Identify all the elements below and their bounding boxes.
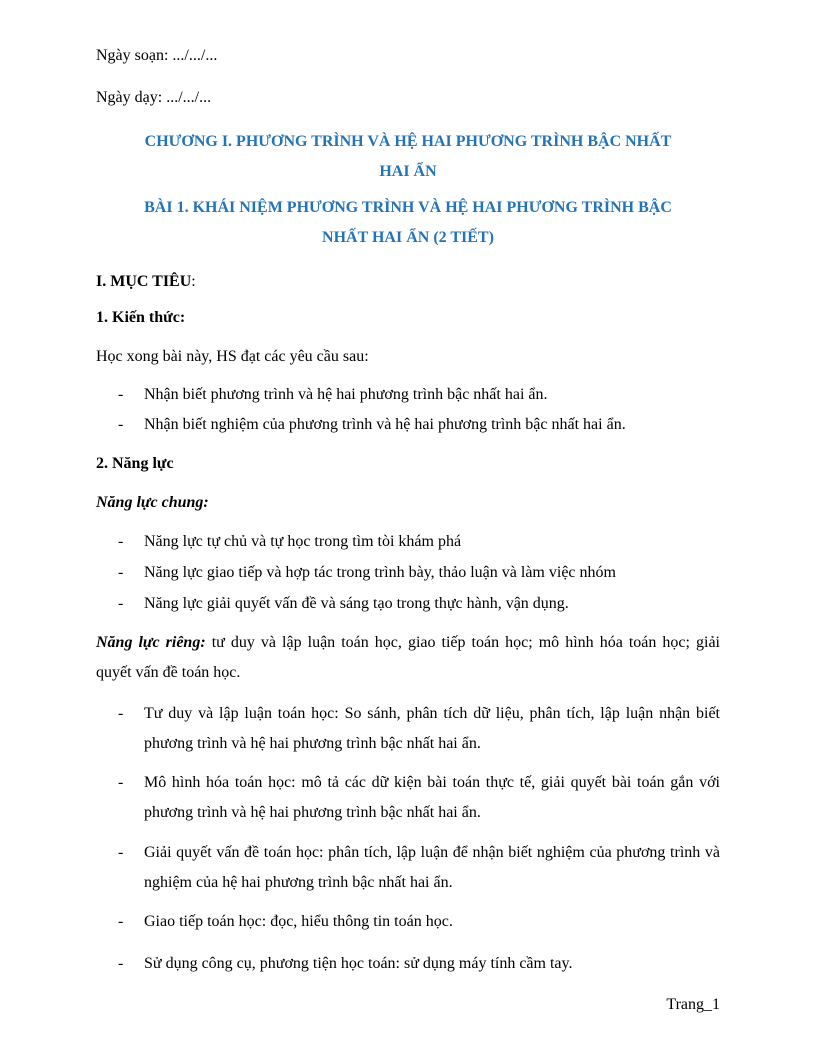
list-item [96,768,720,828]
bullet-dash: - [118,533,124,550]
specific-competence-paragraph [96,628,720,688]
list-item [96,380,720,410]
bullet-dash: - [118,416,124,433]
general-competence-heading: Năng lực chung: [96,494,209,511]
list-item-text: Năng lực giải quyết vấn đề và sáng tạo trong thực hành, vận dụng. [144,595,569,612]
specific-competence-heading: Năng lực riêng: [96,634,206,651]
page-number: Trang_1 [666,996,720,1013]
list-item-text: Sử dụng công cụ, phương tiện học toán: sử dụng máy tính cầm tay. [144,955,573,972]
section-objectives-label: I. MỤC TIÊU [96,273,192,290]
list-item [96,949,720,979]
list-item-text: Năng lực giao tiếp và hợp tác trong trình bày, thảo luận và làm việc nhóm [144,564,616,581]
bullet-dash: - [118,955,124,972]
list-item [96,907,720,937]
knowledge-heading: 1. Kiến thức: [96,309,186,326]
section-objectives-heading [96,267,720,297]
competence-heading: 2. Năng lực [96,455,174,472]
list-item-text: Mô hình hóa toán học: mô tả các dữ kiện bài toán thực tế, giải quyết bài toán gắn với phương trình và hệ hai phương trình bậc nhất hai ẩn. [144,774,720,821]
list-item [96,838,720,898]
bullet-dash: - [118,386,124,403]
list-item-text: Giải quyết vấn đề toán học: phân tích, lập luận để nhận biết nghiệm của phương trình và nghiệm của hệ hai phương trình bậc nhất hai ẩn. [144,844,720,891]
prep-date: Ngày soạn: .../.../... [96,47,218,64]
lesson-title [96,193,720,253]
list-item [96,589,720,619]
list-item [96,558,720,588]
list-item-text: Nhận biết nghiệm của phương trình và hệ hai phương trình bậc nhất hai ẩn. [144,416,626,433]
bullet-dash: - [118,595,124,612]
bullet-dash: - [118,564,124,581]
teach-date: Ngày dạy: .../.../... [96,89,212,106]
list-item [96,527,720,557]
bullet-dash: - [118,913,124,930]
list-item-text: Nhận biết phương trình và hệ hai phương trình bậc nhất hai ẩn. [144,386,548,403]
specific-competence-text: tư duy và lập luận toán học, giao tiếp toán học; mô hình hóa toán học; giải quyết vấn đề toán học. [96,634,721,681]
section-objectives-colon: : [191,273,196,290]
list-item-text: Năng lực tự chủ và tự học trong tìm tòi khám phá [144,533,462,550]
chapter-title [96,127,720,187]
list-item-text: Tư duy và lập luận toán học: So sánh, phân tích dữ liệu, phân tích, lập luận nhận biết phương trình và hệ hai phương trình bậc nhất hai ẩn. [144,705,720,752]
lesson-title-line2: NHẤT HAI ẨN (2 TIẾT) [322,229,494,246]
knowledge-intro: Học xong bài này, HS đạt các yêu cầu sau: [96,348,369,365]
lesson-title-line1: BÀI 1. KHÁI NIỆM PHƯƠNG TRÌNH VÀ HỆ HAI PHƯƠNG TRÌNH BẬC [144,199,672,216]
chapter-title-line1: CHƯƠNG I. PHƯƠNG TRÌNH VÀ HỆ HAI PHƯƠNG TRÌNH BẬC NHẤT [144,133,672,150]
list-item-text: Giao tiếp toán học: đọc, hiểu thông tin toán học. [144,913,453,930]
document-page [96,0,720,1056]
bullet-dash: - [118,705,124,722]
bullet-dash: - [118,774,124,791]
bullet-dash: - [118,844,124,861]
chapter-title-line2: HAI ẨN [379,163,437,180]
list-item [96,410,720,440]
list-item [96,699,720,759]
